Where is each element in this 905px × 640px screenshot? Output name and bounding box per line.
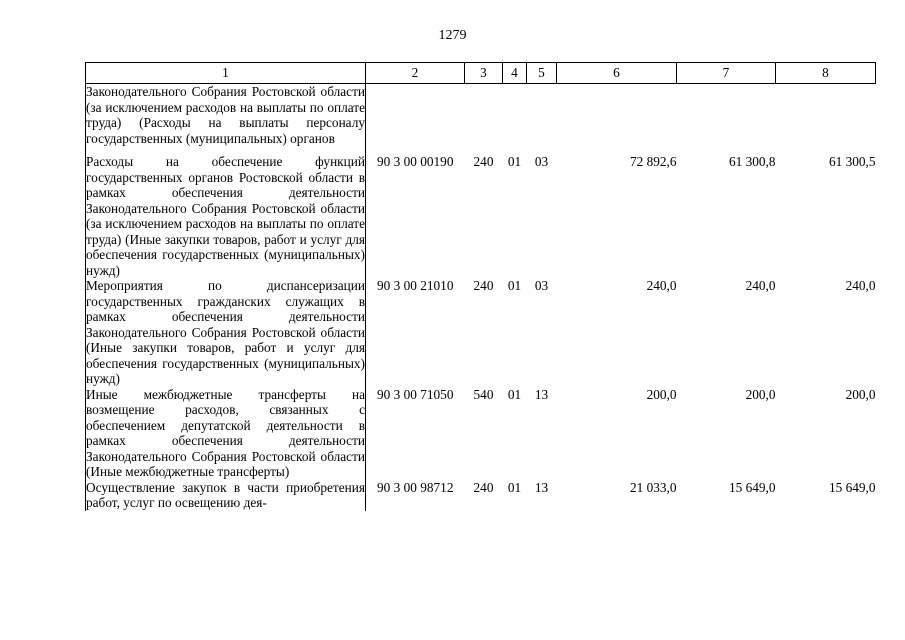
section-cell: 01 [507,154,522,169]
row-description: Мероприятия по диспансеризации государственных гражданских служащих в рамках обеспечения деятельности Законодательного Собрания Ростовской области (Иные закупки товаров, работ и услуг для обеспечения государственных (муниципальных) нужд) [86,278,365,386]
amount-cell: 200,0 [646,386,677,402]
expense-type-cell: 240 [473,278,494,293]
amount-cell [677,84,776,155]
amount-cell: 15 649,0 [728,479,776,495]
section-cell: 01 [507,386,522,402]
target-code-cell: 90 3 00 00190 [377,154,454,169]
amount-cell: 61 300,8 [728,154,776,169]
subsection-cell: 03 [534,154,549,169]
amount-cell: 200,0 [845,386,876,402]
target-code-cell: 90 3 00 71050 [377,386,454,402]
expense-type-cell: 240 [473,479,494,495]
table-row [86,84,876,155]
subsection-cell: 13 [534,479,549,495]
amount-cell: 61 300,5 [828,154,876,169]
amount-cell: 240,0 [745,278,776,293]
amount-cell [776,84,876,155]
amount-cell: 200,0 [745,386,776,402]
amount-cell: 72 892,6 [629,154,677,169]
table-row [86,387,876,480]
subsection-cell: 03 [534,278,549,293]
section-cell [503,84,527,155]
amount-cell: 15 649,0 [828,479,876,495]
subsection-cell: 13 [534,386,549,402]
budget-table [85,62,876,511]
amount-cell: 240,0 [845,278,876,293]
column-header: 4 [503,63,527,84]
table-row [86,480,876,511]
expense-type-cell: 540 [473,386,494,402]
expense-type-cell: 240 [473,154,494,169]
column-header: 3 [465,63,503,84]
table-header-row [86,63,876,84]
target-code-cell: 90 3 00 21010 [377,278,454,293]
amount-cell: 21 033,0 [629,479,677,495]
column-header: 6 [557,63,677,84]
section-cell: 01 [507,479,522,495]
subsection-cell [527,84,557,155]
expense-type-cell [465,84,503,155]
column-header: 1 [86,63,366,84]
target-code-cell: 90 3 00 98712 [377,479,454,495]
page-number: 1279 [438,28,467,43]
table-row [86,154,876,278]
section-cell: 01 [507,278,522,293]
row-description: Осуществление закупок в части приобретения работ, услуг по освещению дея- [86,479,365,510]
column-header: 7 [677,63,776,84]
row-description: Законодательного Собрания Ростовской области (за исключением расходов на выплаты по оплате труда) (Расходы на выплаты персоналу государственных (муниципальных) органов [86,84,366,155]
row-description: Иные межбюджетные трансферты на возмещение расходов, связанных с обеспечением депутатской деятельности в рамках обеспечения деятельности Законодательного Собрания Ростовской области (Иные межбюджетные трансферты) [86,386,365,479]
row-description: Расходы на обеспечение функций государственных органов Ростовской области в рамках обеспечения деятельности Законодательного Собрания Ростовской области (за исключением расходов на выплаты по оплате труда) (Иные закупки товаров, работ и услуг для обеспечения государственных (муниципальных) нужд) [86,154,365,278]
amount-cell: 240,0 [646,278,677,293]
target-code-cell [366,84,465,155]
amount-cell [557,84,677,155]
table-row [86,278,876,387]
column-header: 2 [366,63,465,84]
column-header: 8 [776,63,876,84]
column-header: 5 [527,63,557,84]
